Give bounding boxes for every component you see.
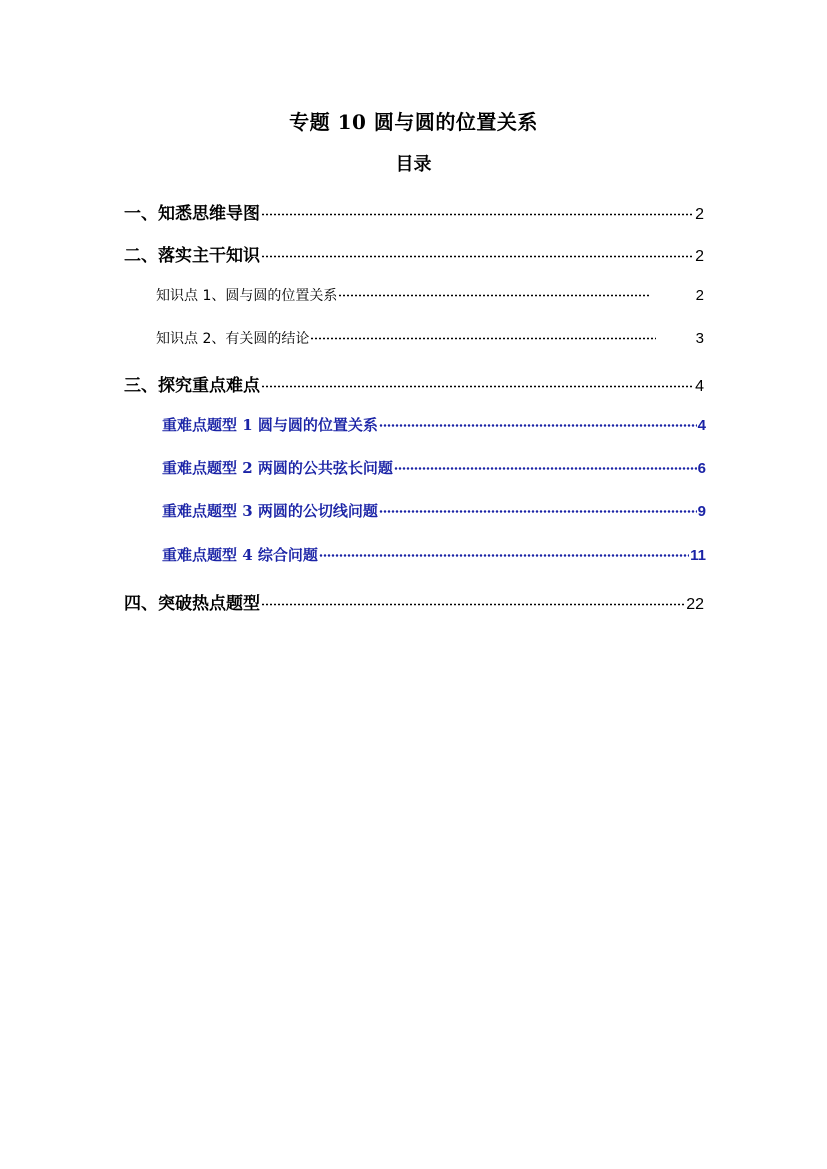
dot-leader: [261, 385, 694, 388]
dot-leader: [261, 213, 694, 216]
toc-entry-label: 二、落实主干知识: [124, 246, 260, 266]
dot-leader: [379, 424, 697, 427]
dot-leader: [261, 603, 685, 606]
toc-entry-3[interactable]: [124, 371, 704, 395]
toc-entry-label: 重难点题型 4 综合问题: [162, 546, 318, 564]
toc-entry-page: 3: [695, 330, 704, 347]
toc-entry-page: 11: [690, 547, 706, 564]
toc-entry-2[interactable]: [124, 241, 704, 265]
document-title: 专题 10 圆与圆的位置关系: [289, 110, 538, 134]
toc-entry-2-2[interactable]: [156, 328, 704, 350]
toc-entry-page: 9: [697, 503, 706, 520]
toc-entry-page: 2: [695, 248, 704, 265]
dot-leader: [319, 554, 689, 557]
toc-entry-label: 知识点 1、圆与圆的位置关系: [156, 288, 338, 304]
toc-entry-page: 4: [697, 417, 706, 434]
toc-entry-label: 重难点题型 2 两圆的公共弦长问题: [162, 459, 393, 477]
toc-entry-label: 重难点题型 3 两圆的公切线问题: [162, 502, 378, 520]
toc-entry-page: 22: [686, 596, 704, 613]
dot-leader: [394, 467, 697, 470]
toc-entry-3-2[interactable]: [162, 457, 706, 479]
toc-entry-label: 三、探究重点难点: [124, 376, 260, 396]
toc-entry-2-1[interactable]: [156, 285, 704, 307]
toc-entry-page: 2: [695, 287, 704, 304]
toc-entry-page: 2: [695, 206, 704, 223]
dot-leader: [338, 294, 650, 297]
toc-entry-label: 一、知悉思维导图: [124, 204, 260, 224]
dot-leader: [310, 337, 656, 340]
dot-leader: [379, 510, 697, 513]
toc-heading: 目录: [395, 154, 432, 175]
toc-entry-page: 4: [695, 378, 704, 395]
toc-entry-page: 6: [697, 460, 706, 477]
toc-entry-1[interactable]: [124, 199, 704, 223]
toc-entry-3-4[interactable]: [162, 544, 706, 566]
toc-entry-4[interactable]: [124, 589, 704, 613]
toc-entry-3-3[interactable]: [162, 500, 706, 522]
toc-entry-3-1[interactable]: [162, 414, 706, 436]
toc-entry-label: 知识点 2、有关圆的结论: [156, 331, 310, 347]
toc-entry-label: 四、突破热点题型: [124, 594, 260, 614]
toc-entry-label: 重难点题型 1 圆与圆的位置关系: [162, 416, 378, 434]
dot-leader: [261, 255, 694, 258]
